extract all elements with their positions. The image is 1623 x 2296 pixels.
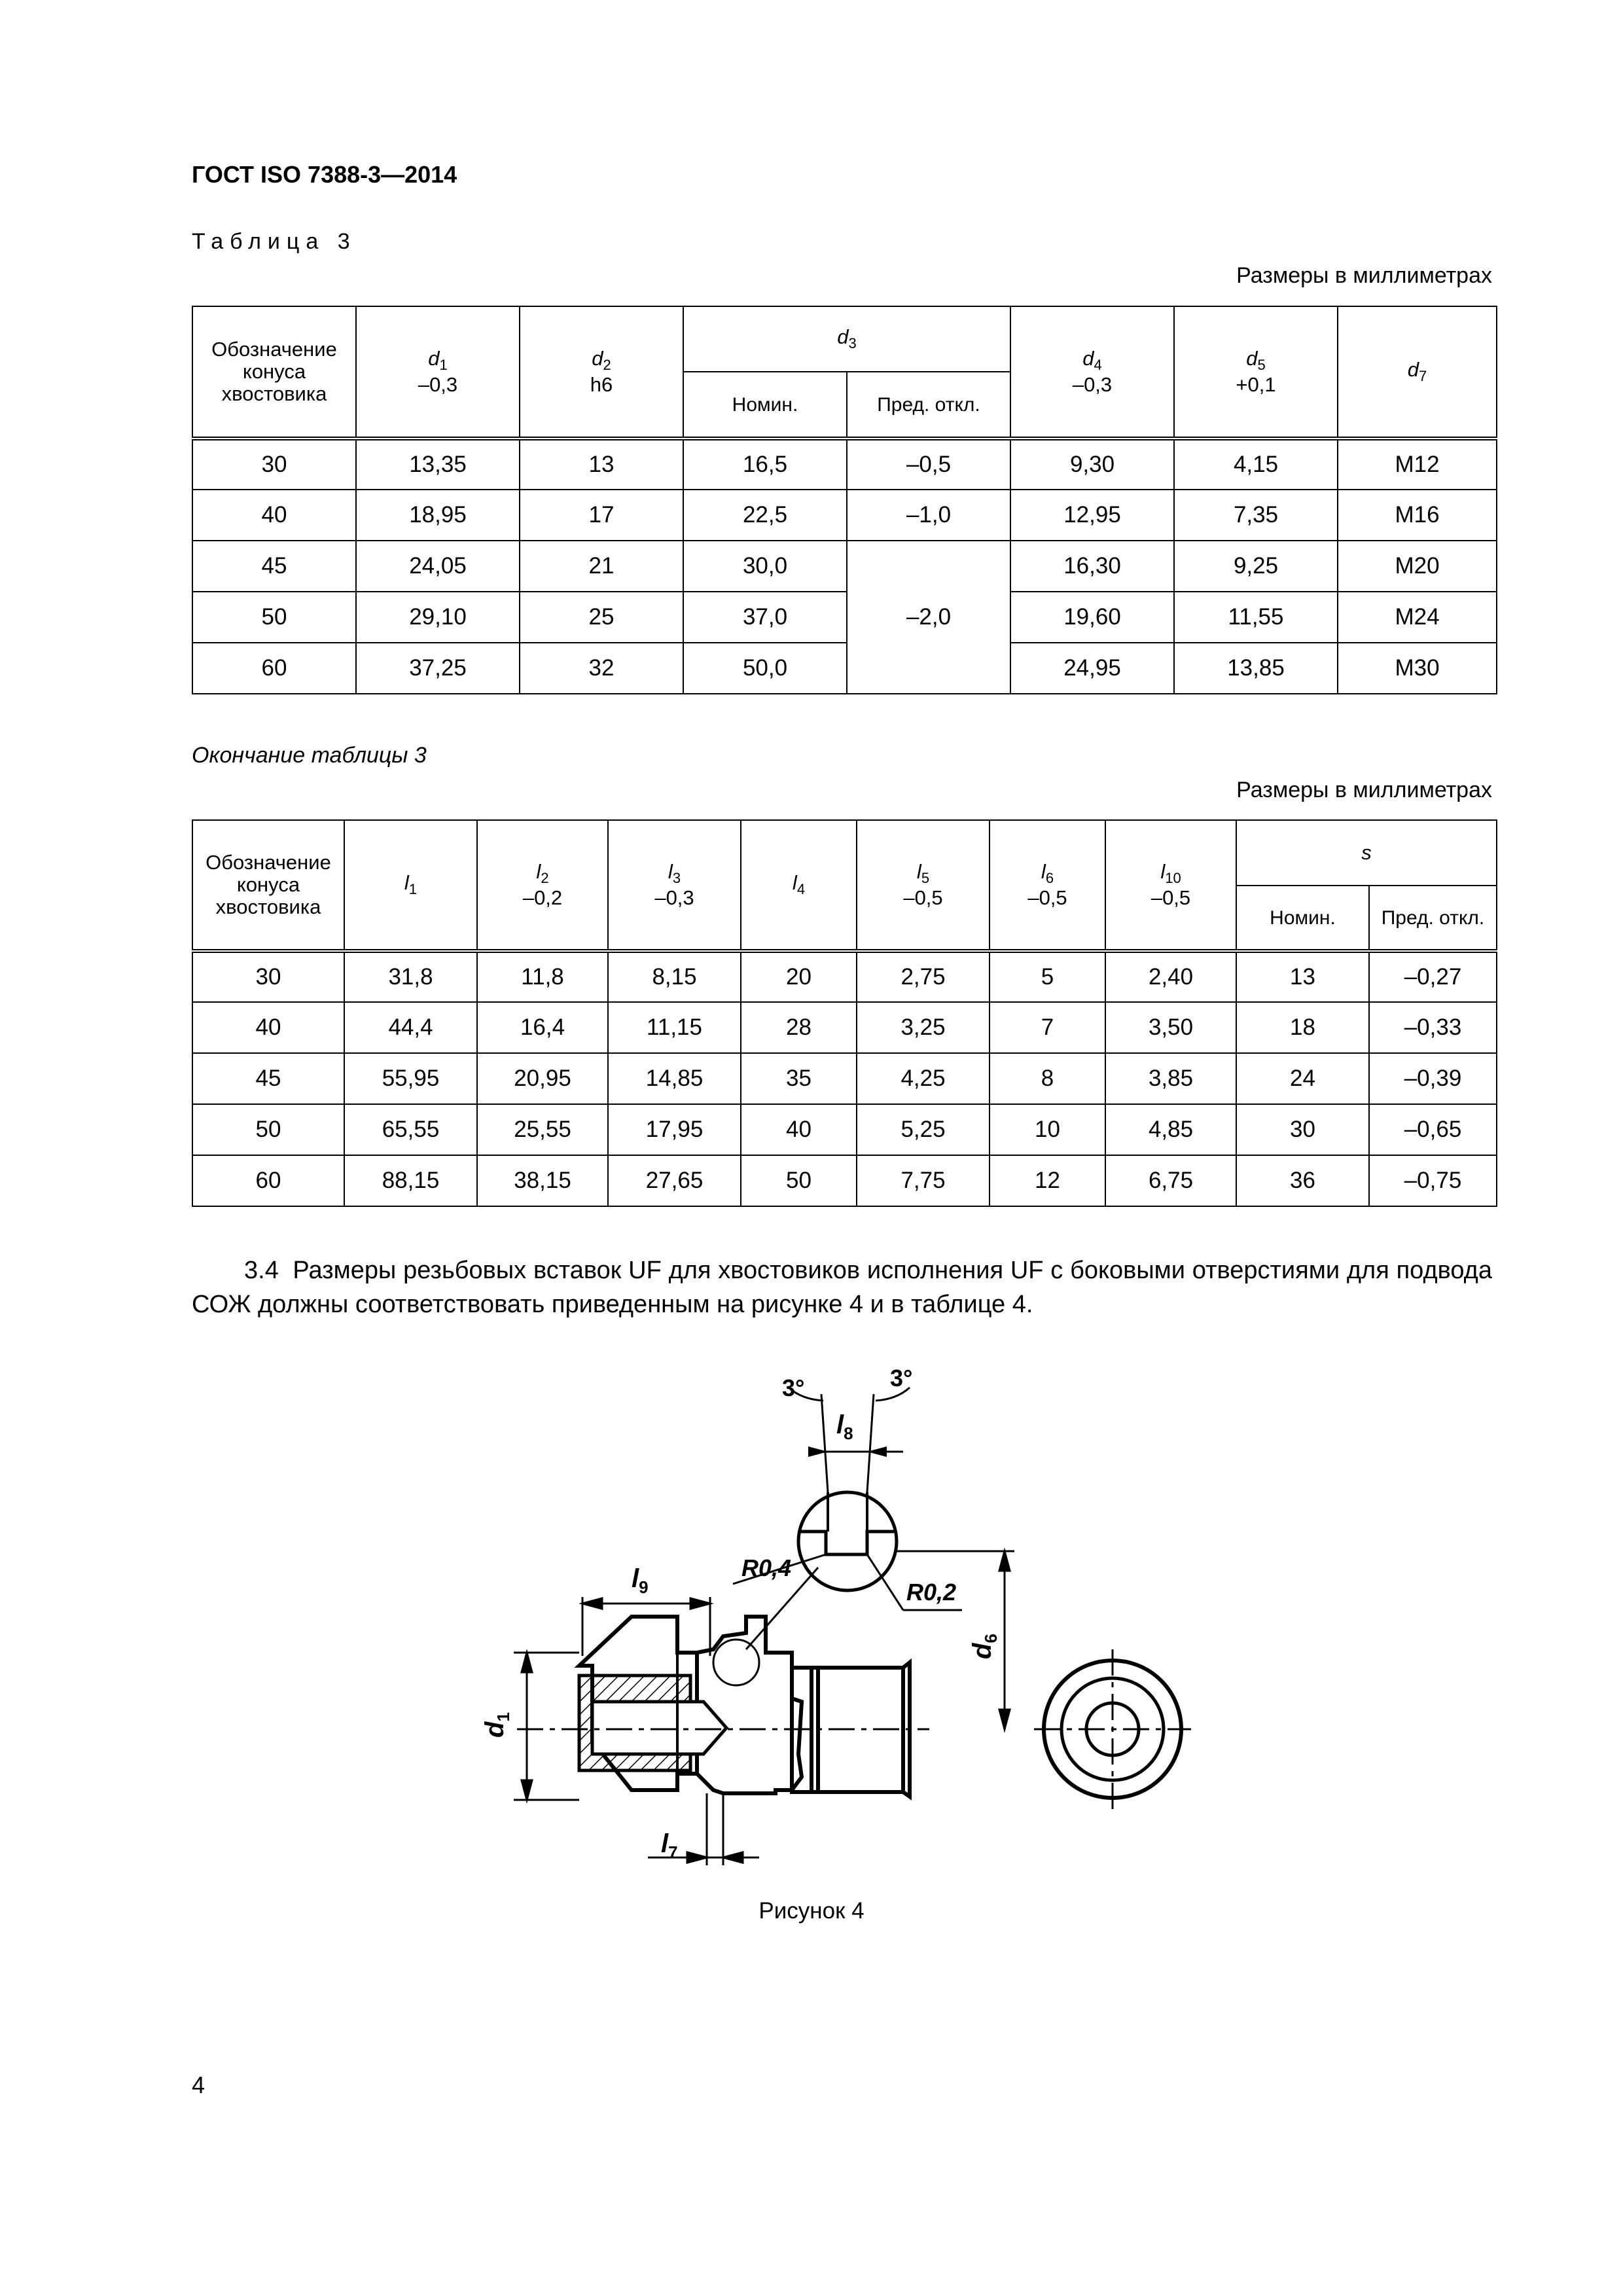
cell: 3,25 [857,1002,990,1053]
cell: 16,30 [1010,541,1174,592]
cell: 30 [192,439,356,490]
header-d4: $d_4$ –0,3 [1010,306,1174,439]
cell: 17,95 [608,1104,741,1155]
cell: 20 [741,951,857,1002]
cell: 12,95 [1010,490,1174,541]
cell: 44,4 [344,1002,477,1053]
angle-label-right: 3° [890,1365,913,1391]
cell: 37,0 [683,592,847,643]
table-row [192,439,1497,490]
dim-label-l9: $l_9$ [632,1564,649,1597]
table-3 [192,306,1497,694]
table-row [192,541,1497,592]
cell: –0,27 [1369,951,1497,1002]
cell: 22,5 [683,490,847,541]
side-view [579,1617,910,1797]
cell: 13 [1236,951,1369,1002]
cell: 2,40 [1105,951,1236,1002]
units-note: Размеры в миллиметрах [1236,263,1492,288]
cell: 9,25 [1174,541,1338,592]
cell: M24 [1338,592,1497,643]
header-d2: $d_2$ h6 [520,306,683,439]
cell: 13 [520,439,683,490]
header-d3: $d_3$ [683,306,1010,372]
cell: 4,15 [1174,439,1338,490]
cell: 9,30 [1010,439,1174,490]
cell: 30 [192,951,344,1002]
cell: 50 [192,592,356,643]
table-row [192,1002,1497,1053]
cell: 24,05 [356,541,520,592]
cell: 13,35 [356,439,520,490]
cell: 5,25 [857,1104,990,1155]
table-row [192,592,1497,643]
cell: –0,39 [1369,1053,1497,1104]
cell: –0,65 [1369,1104,1497,1155]
cell: 32 [520,643,683,694]
figure-caption: Рисунок 4 [758,1898,865,1924]
header-d1: $d_1$ –0,3 [356,306,520,439]
cell: 7,75 [857,1155,990,1206]
cell: 19,60 [1010,592,1174,643]
cell: 11,15 [608,1002,741,1053]
cell: 14,85 [608,1053,741,1104]
header-d5: $d_5$ +0,1 [1174,306,1338,439]
radius-label-r02: R0,2 [906,1579,957,1605]
table-row [192,1053,1497,1104]
cell: 17 [520,490,683,541]
cell: 36 [1236,1155,1369,1206]
radius-label-r04: R0,4 [741,1554,792,1581]
cell: 50 [192,1104,344,1155]
cell: 25,55 [477,1104,608,1155]
cell: 28 [741,1002,857,1053]
cell: 20,95 [477,1053,608,1104]
cell: –0,33 [1369,1002,1497,1053]
cell: 31,8 [344,951,477,1002]
figure-4-drawing [0,1348,1623,1885]
cell: 60 [192,1155,344,1206]
table-row [192,1104,1497,1155]
cell: 21 [520,541,683,592]
cell: 60 [192,643,356,694]
header-designation: Обозначение конуса хвостовика [192,820,344,951]
cell: 16,4 [477,1002,608,1053]
header-l2: $l_2$ –0,2 [477,820,608,951]
cell: 8 [990,1053,1105,1104]
paragraph-text: Размеры резьбовых вставок UF для хвостовиков исполнения UF с боковыми отверстиями для подвода СОЖ должны соответствовать приведенным на рисунке 4 и в таблице 4. [192,1257,1492,1318]
cell: 88,15 [344,1155,477,1206]
cell: 35 [741,1053,857,1104]
header-d3-deviation: Пред. откл. [847,372,1010,439]
cell: 11,55 [1174,592,1338,643]
cell: 13,85 [1174,643,1338,694]
cell: –0,75 [1369,1155,1497,1206]
cell: 24 [1236,1053,1369,1104]
header-s-deviation: Пред. откл. [1369,886,1497,951]
cell: 25 [520,592,683,643]
cell: 40 [741,1104,857,1155]
cell: 18,95 [356,490,520,541]
cell: 6,75 [1105,1155,1236,1206]
document-header: ГОСТ ISO 7388-3—2014 [192,161,457,188]
cell: 3,85 [1105,1053,1236,1104]
cell: 40 [192,1002,344,1053]
cell: M12 [1338,439,1497,490]
cell: 10 [990,1104,1105,1155]
cell: 27,65 [608,1155,741,1206]
table-row [192,490,1497,541]
cell: 65,55 [344,1104,477,1155]
table-row [192,643,1497,694]
paragraph-3-4 [192,1253,1492,1321]
cell: 2,75 [857,951,990,1002]
cell: 40 [192,490,356,541]
header-s-nominal: Номин. [1236,886,1369,951]
table-row [192,951,1497,1002]
end-view [1034,1649,1191,1810]
dim-label-l7: $l_7$ [661,1829,678,1862]
header-l4: $l_4$ [741,820,857,951]
table-row [192,1155,1497,1206]
cell: –1,0 [847,490,1010,541]
header-d7: $d_7$ [1338,306,1497,439]
dim-label-l8: $l_8$ [836,1410,853,1443]
cell: 50,0 [683,643,847,694]
table-3-end [192,819,1497,1207]
cell: 30,0 [683,541,847,592]
header-l10: $l_{10}$ –0,5 [1105,820,1236,951]
cell: 29,10 [356,592,520,643]
table-continuation-caption: Окончание таблицы 3 [192,743,427,768]
cell: 7,35 [1174,490,1338,541]
cell: 55,95 [344,1053,477,1104]
cell: M20 [1338,541,1497,592]
cell: 37,25 [356,643,520,694]
angle-label-left: 3° [782,1374,805,1401]
table-caption: Таблица 3 [192,229,357,254]
cell: 45 [192,1053,344,1104]
cell: 16,5 [683,439,847,490]
cell: 8,15 [608,951,741,1002]
cell: 12 [990,1155,1105,1206]
cell: 4,25 [857,1053,990,1104]
cell-merged-deviation: –2,0 [847,541,1010,694]
cell: 45 [192,541,356,592]
cell: 18 [1236,1002,1369,1053]
cell: 24,95 [1010,643,1174,694]
header-s: s [1236,820,1497,886]
header-d3-nominal: Номин. [683,372,847,439]
header-l6: $l_6$ –0,5 [990,820,1105,951]
dim-label-d1: $d_1$ [480,1712,513,1738]
cell: –0,5 [847,439,1010,490]
cell: M30 [1338,643,1497,694]
header-l3: $l_3$ –0,3 [608,820,741,951]
cell: 11,8 [477,951,608,1002]
cell: 7 [990,1002,1105,1053]
cell: 38,15 [477,1155,608,1206]
header-designation: Обозначение конуса хвостовика [192,306,356,439]
cell: 5 [990,951,1105,1002]
cell: 4,85 [1105,1104,1236,1155]
header-l5: $l_5$ –0,5 [857,820,990,951]
cell: 3,50 [1105,1002,1236,1053]
page-number: 4 [192,2072,205,2098]
cell: 50 [741,1155,857,1206]
paragraph-number: 3.4 [244,1257,279,1284]
units-note: Размеры в миллиметрах [1236,778,1492,802]
cell: 30 [1236,1104,1369,1155]
dim-label-d6: $d_6$ [967,1634,1001,1659]
header-l1: $l_1$ [344,820,477,951]
cell: M16 [1338,490,1497,541]
